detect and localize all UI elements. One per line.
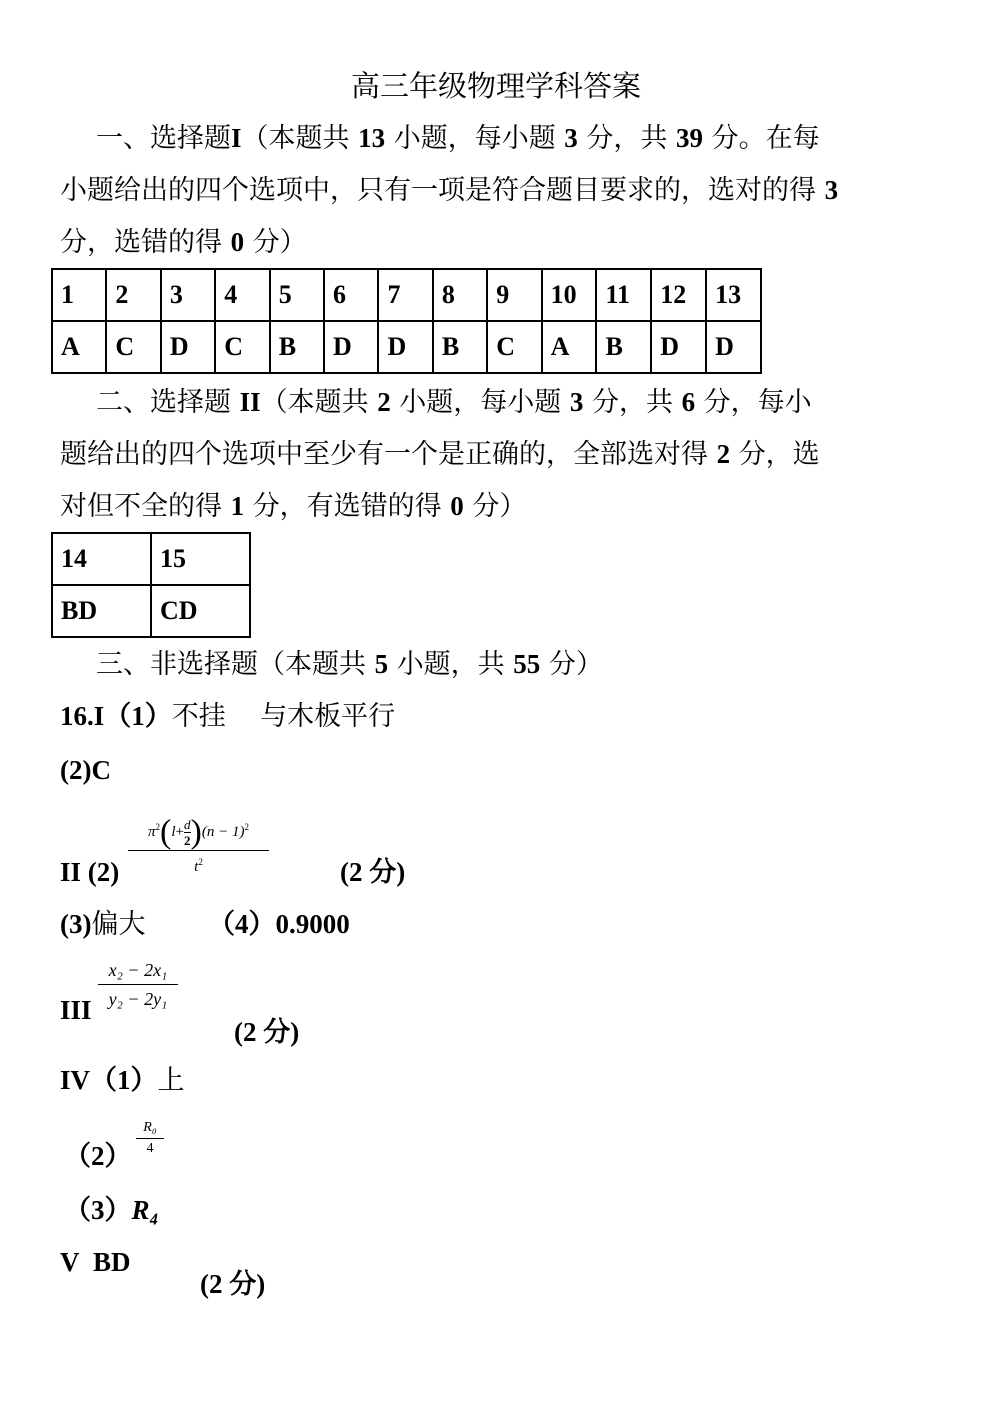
table-cell: B <box>433 321 487 373</box>
table-cell: D <box>378 321 432 373</box>
section1-text-a: （本题共 <box>241 123 350 154</box>
q16-II-part3-line <box>60 898 145 951</box>
q16-I-answer1: 不挂 <box>171 701 226 732</box>
page-title: 高三年级物理学科答案 <box>350 69 641 103</box>
table-cell: 10 <box>542 269 597 321</box>
section2-line1 <box>96 376 812 429</box>
exponent: 2 <box>198 857 203 867</box>
table-cell: 3 <box>161 269 215 321</box>
q16-I-answer2: 与木板平行 <box>260 701 396 732</box>
section1-line3-text-a: 分，选错的得 <box>60 227 222 258</box>
section2-num-3: 3 <box>569 387 584 417</box>
q16-III-numerator: x₂ − 2x₁ <box>98 956 178 985</box>
section1-prefix: 一、选择题 <box>96 123 231 154</box>
section3-num-5: 5 <box>374 649 389 679</box>
q16-IV-part2: （2） <box>64 1141 132 1171</box>
table-cell: C <box>215 321 269 373</box>
q16-IV-part1: （1） <box>90 1065 158 1095</box>
q16-IV-part3-line <box>64 1184 159 1237</box>
section1-answer-table <box>51 268 762 374</box>
q16-IV-part3: （3） <box>64 1195 132 1225</box>
table-cell: D <box>161 321 215 373</box>
exponent: 2 <box>244 822 249 832</box>
section2-line2-text-a: 题给出的四个选项中至少有一个是正确的，全部选对得 <box>60 439 708 470</box>
section2-roman: II <box>239 387 261 417</box>
q16-III-score: (2 分) <box>234 1017 300 1047</box>
table-cell: 13 <box>706 269 761 321</box>
q16-I-label: 16.I <box>60 701 105 731</box>
section1-line2 <box>60 164 838 217</box>
q16-IV-answer1: 上 <box>157 1065 185 1096</box>
section3-text-a: 三、非选择题（本题共 <box>96 649 366 680</box>
var-l: l <box>171 824 176 840</box>
section1-line1 <box>96 112 820 165</box>
section2-text-d: 分，每小 <box>703 387 812 418</box>
table-cell: 7 <box>378 269 432 321</box>
q16-II-part4-line <box>208 898 350 951</box>
section1-num-39: 39 <box>675 123 703 153</box>
q16-IV-formula <box>136 1118 164 1159</box>
section2-num-6: 6 <box>681 387 696 417</box>
section1-answer-row <box>52 321 761 373</box>
section2-text-a: （本题共 <box>260 387 369 418</box>
table-cell: D <box>706 321 761 373</box>
section2-line3-text-b: 分，有选错的得 <box>252 491 442 522</box>
section2-line3 <box>60 480 526 533</box>
section1-line3 <box>60 216 307 269</box>
q16-II-part4-answer: 0.9000 <box>275 909 350 939</box>
table-cell: 4 <box>215 269 269 321</box>
table-cell: 8 <box>433 269 487 321</box>
section2-answer-table <box>51 532 251 638</box>
section1-line2-num: 3 <box>824 175 839 205</box>
q16-III-formula <box>98 956 178 1013</box>
section1-number-row <box>52 269 761 321</box>
section1-roman: I <box>231 123 242 153</box>
table-cell: 9 <box>487 269 541 321</box>
pi-symbol: π <box>148 824 156 840</box>
q16-II-part4-label: （4） <box>208 909 276 939</box>
q16-II-numerator: $\pi^2(l+$ $\frac{d}{2}$ )$(n - 1)^2$ <box>128 804 269 851</box>
q16-III-label: III <box>60 995 92 1025</box>
section2-line2-num: 2 <box>716 439 731 469</box>
section3-num-55: 55 <box>513 649 541 679</box>
table-cell: 2 <box>106 269 160 321</box>
table-cell: 1 <box>52 269 106 321</box>
table-cell: D <box>324 321 378 373</box>
q16-I-part1: （1） <box>104 701 172 731</box>
section2-line3-text-a: 对但不全的得 <box>60 491 222 522</box>
table-cell: B <box>270 321 324 373</box>
q16-II-part3-label: (3) <box>60 909 92 939</box>
q16-II-denominator <box>128 851 269 878</box>
q16-II-formula <box>128 804 269 878</box>
section2-line3-num1: 1 <box>230 491 245 521</box>
section2-answer-row <box>52 585 250 637</box>
section1-text-c: 分，共 <box>586 123 668 154</box>
section2-prefix: 二、选择题 <box>96 387 231 418</box>
var-d: d <box>184 817 191 833</box>
q16-I-part2: (2)C <box>60 755 111 785</box>
section2-line2 <box>60 428 820 481</box>
table-cell: A <box>542 321 597 373</box>
section1-line3-text-b: 分） <box>252 227 307 258</box>
table-cell: D <box>651 321 706 373</box>
section2-line3-num2: 0 <box>450 491 464 521</box>
table-cell: BD <box>52 585 151 637</box>
section2-number-row <box>52 533 250 585</box>
q16-I-line <box>60 690 395 743</box>
q16-V-answer: BD <box>93 1247 131 1277</box>
table-cell: C <box>487 321 541 373</box>
table-cell: 12 <box>651 269 706 321</box>
q16-IV-line1 <box>60 1054 185 1107</box>
q16-II-label: II (2) <box>60 857 120 887</box>
section3-line <box>96 638 603 691</box>
q16-IV-part2-label <box>64 1130 132 1183</box>
q16-V-line <box>60 1236 131 1288</box>
q16-III-denominator: y₂ − 2y₁ <box>108 989 168 1009</box>
denominator-2: 2 <box>184 833 191 849</box>
table-cell: 15 <box>151 533 250 585</box>
exponent: 2 <box>155 822 161 832</box>
section2-text-b: 小题，每小题 <box>399 387 562 418</box>
q16-IV-numerator: R₀ <box>136 1118 164 1139</box>
section2-text-c: 分，共 <box>591 387 673 418</box>
table-cell: CD <box>151 585 250 637</box>
section3-text-c: 分） <box>548 649 603 680</box>
plus-sign: + <box>175 824 185 840</box>
q16-II-part3-answer: 偏大 <box>91 909 146 940</box>
q16-V-label: V <box>60 1247 80 1277</box>
var-t: t <box>194 859 199 875</box>
section1-text-d: 分。在每 <box>711 123 820 154</box>
table-cell: 14 <box>52 533 151 585</box>
table-cell: A <box>52 321 106 373</box>
section1-num-3: 3 <box>564 123 578 153</box>
table-cell: B <box>596 321 651 373</box>
section3-text-b: 小题，共 <box>396 649 505 680</box>
q16-IV-denominator: 4 <box>146 1141 154 1156</box>
table-cell: 5 <box>270 269 324 321</box>
q16-IV-answer3: R₄ <box>131 1195 159 1225</box>
table-cell: 11 <box>596 269 651 321</box>
section2-line2-text-b: 分，选 <box>738 439 820 470</box>
section2-line3-text-c: 分） <box>472 491 527 522</box>
section2-num-2: 2 <box>377 387 391 417</box>
section1-text-b: 小题，每小题 <box>393 123 556 154</box>
table-cell: C <box>106 321 160 373</box>
section1-num-13: 13 <box>358 123 386 153</box>
section1-line2-text: 小题给出的四个选项中，只有一项是符合题目要求的，选对的得 <box>60 175 816 206</box>
table-cell: 6 <box>324 269 378 321</box>
n-minus-1: (n − 1) <box>201 824 245 840</box>
section1-line3-num: 0 <box>230 227 245 257</box>
q16-V-score: (2 分) <box>200 1269 266 1299</box>
q16-IV-label: IV <box>60 1065 91 1095</box>
q16-II-score: (2 分) <box>340 857 406 887</box>
